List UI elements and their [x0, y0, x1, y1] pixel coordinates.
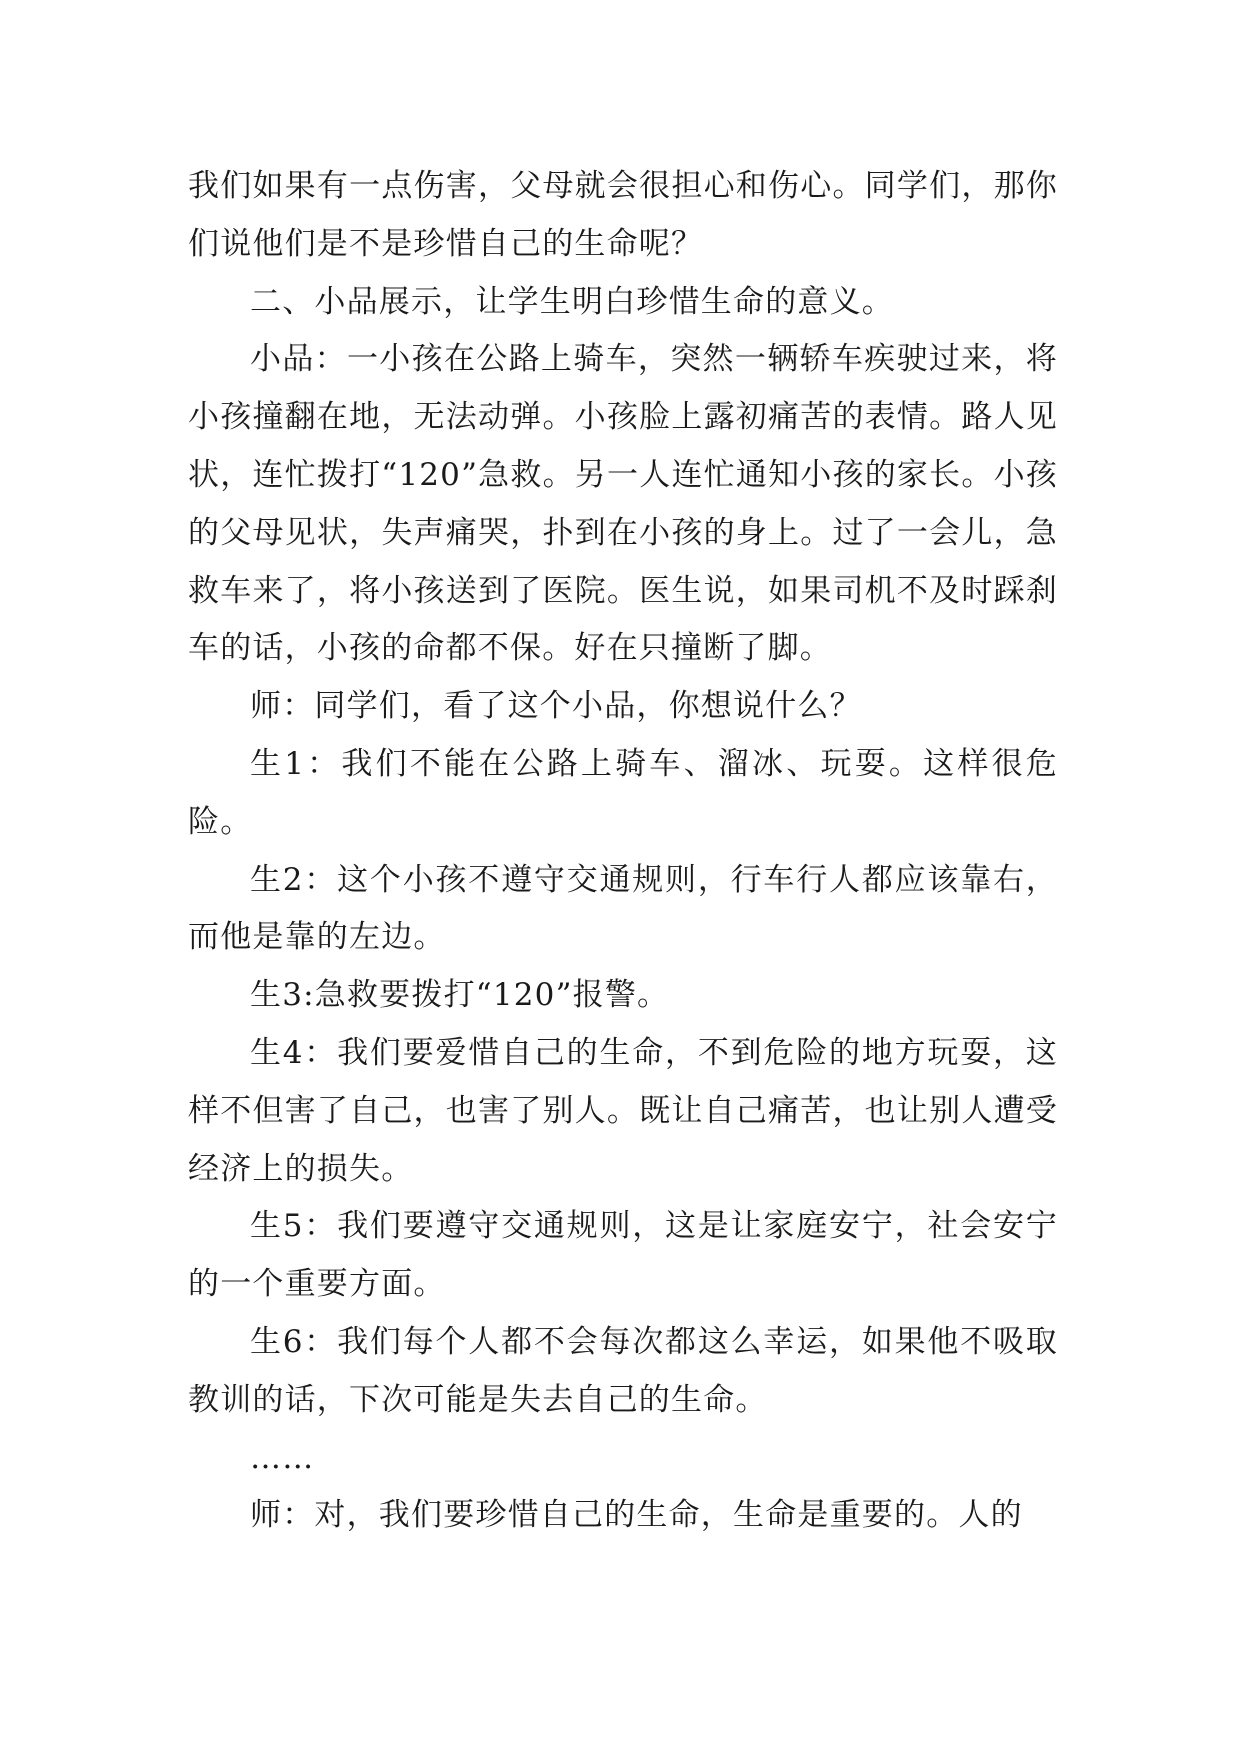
paragraph: 我们如果有一点伤害，父母就会很担心和伤心。同学们，那你们说他们是不是珍惜自己的生命呢？	[188, 168, 1058, 262]
document-body	[188, 158, 1058, 1545]
paragraph: 生4：我们要爱惜自己的生命，不到危险的地方玩耍，这样不但害了自己，也害了别人。既让自己痛苦，也让别人遭受经济上的损失。	[188, 1034, 1058, 1187]
paragraph: 师：同学们，看了这个小品，你想说什么？	[250, 688, 862, 725]
paragraph: 师：对，我们要珍惜自己的生命，生命是重要的。人的	[250, 1497, 1023, 1534]
ellipsis-line: ……	[250, 1439, 315, 1476]
paragraph: 生1：我们不能在公路上骑车、溜冰、玩耍。这样很危险。	[188, 745, 1058, 840]
paragraph: 生3:急救要拨打“120”报警。	[250, 977, 670, 1014]
paragraph: 生6：我们每个人都不会每次都这么幸运，如果他不吸取教训的话，下次可能是失去自己的生命。	[188, 1323, 1058, 1418]
paragraph: 生5：我们要遵守交通规则，这是让家庭安宁，社会安宁的一个重要方面。	[188, 1208, 1058, 1303]
paragraph: 小品：一小孩在公路上骑车，突然一辆轿车疾驶过来，将小孩撞翻在地，无法动弹。小孩脸上露初痛苦的表情。路人见状，连忙拨打“120”急救。另一人连忙通知小孩的家长。小孩的父母见状，失声痛哭，扑到在小孩的身上。过了一会儿，急救车来了，将小孩送到了医院。医生说，如果司机不及时踩刹车的话，小孩的命都不保。好在只撞断了脚。	[188, 341, 1058, 667]
section-heading: 二、小品展示，让学生明白珍惜生命的意义。	[250, 283, 894, 320]
paragraph: 生2：这个小孩不遵守交通规则，行车行人都应该靠右，而他是靠的左边。	[188, 861, 1058, 956]
